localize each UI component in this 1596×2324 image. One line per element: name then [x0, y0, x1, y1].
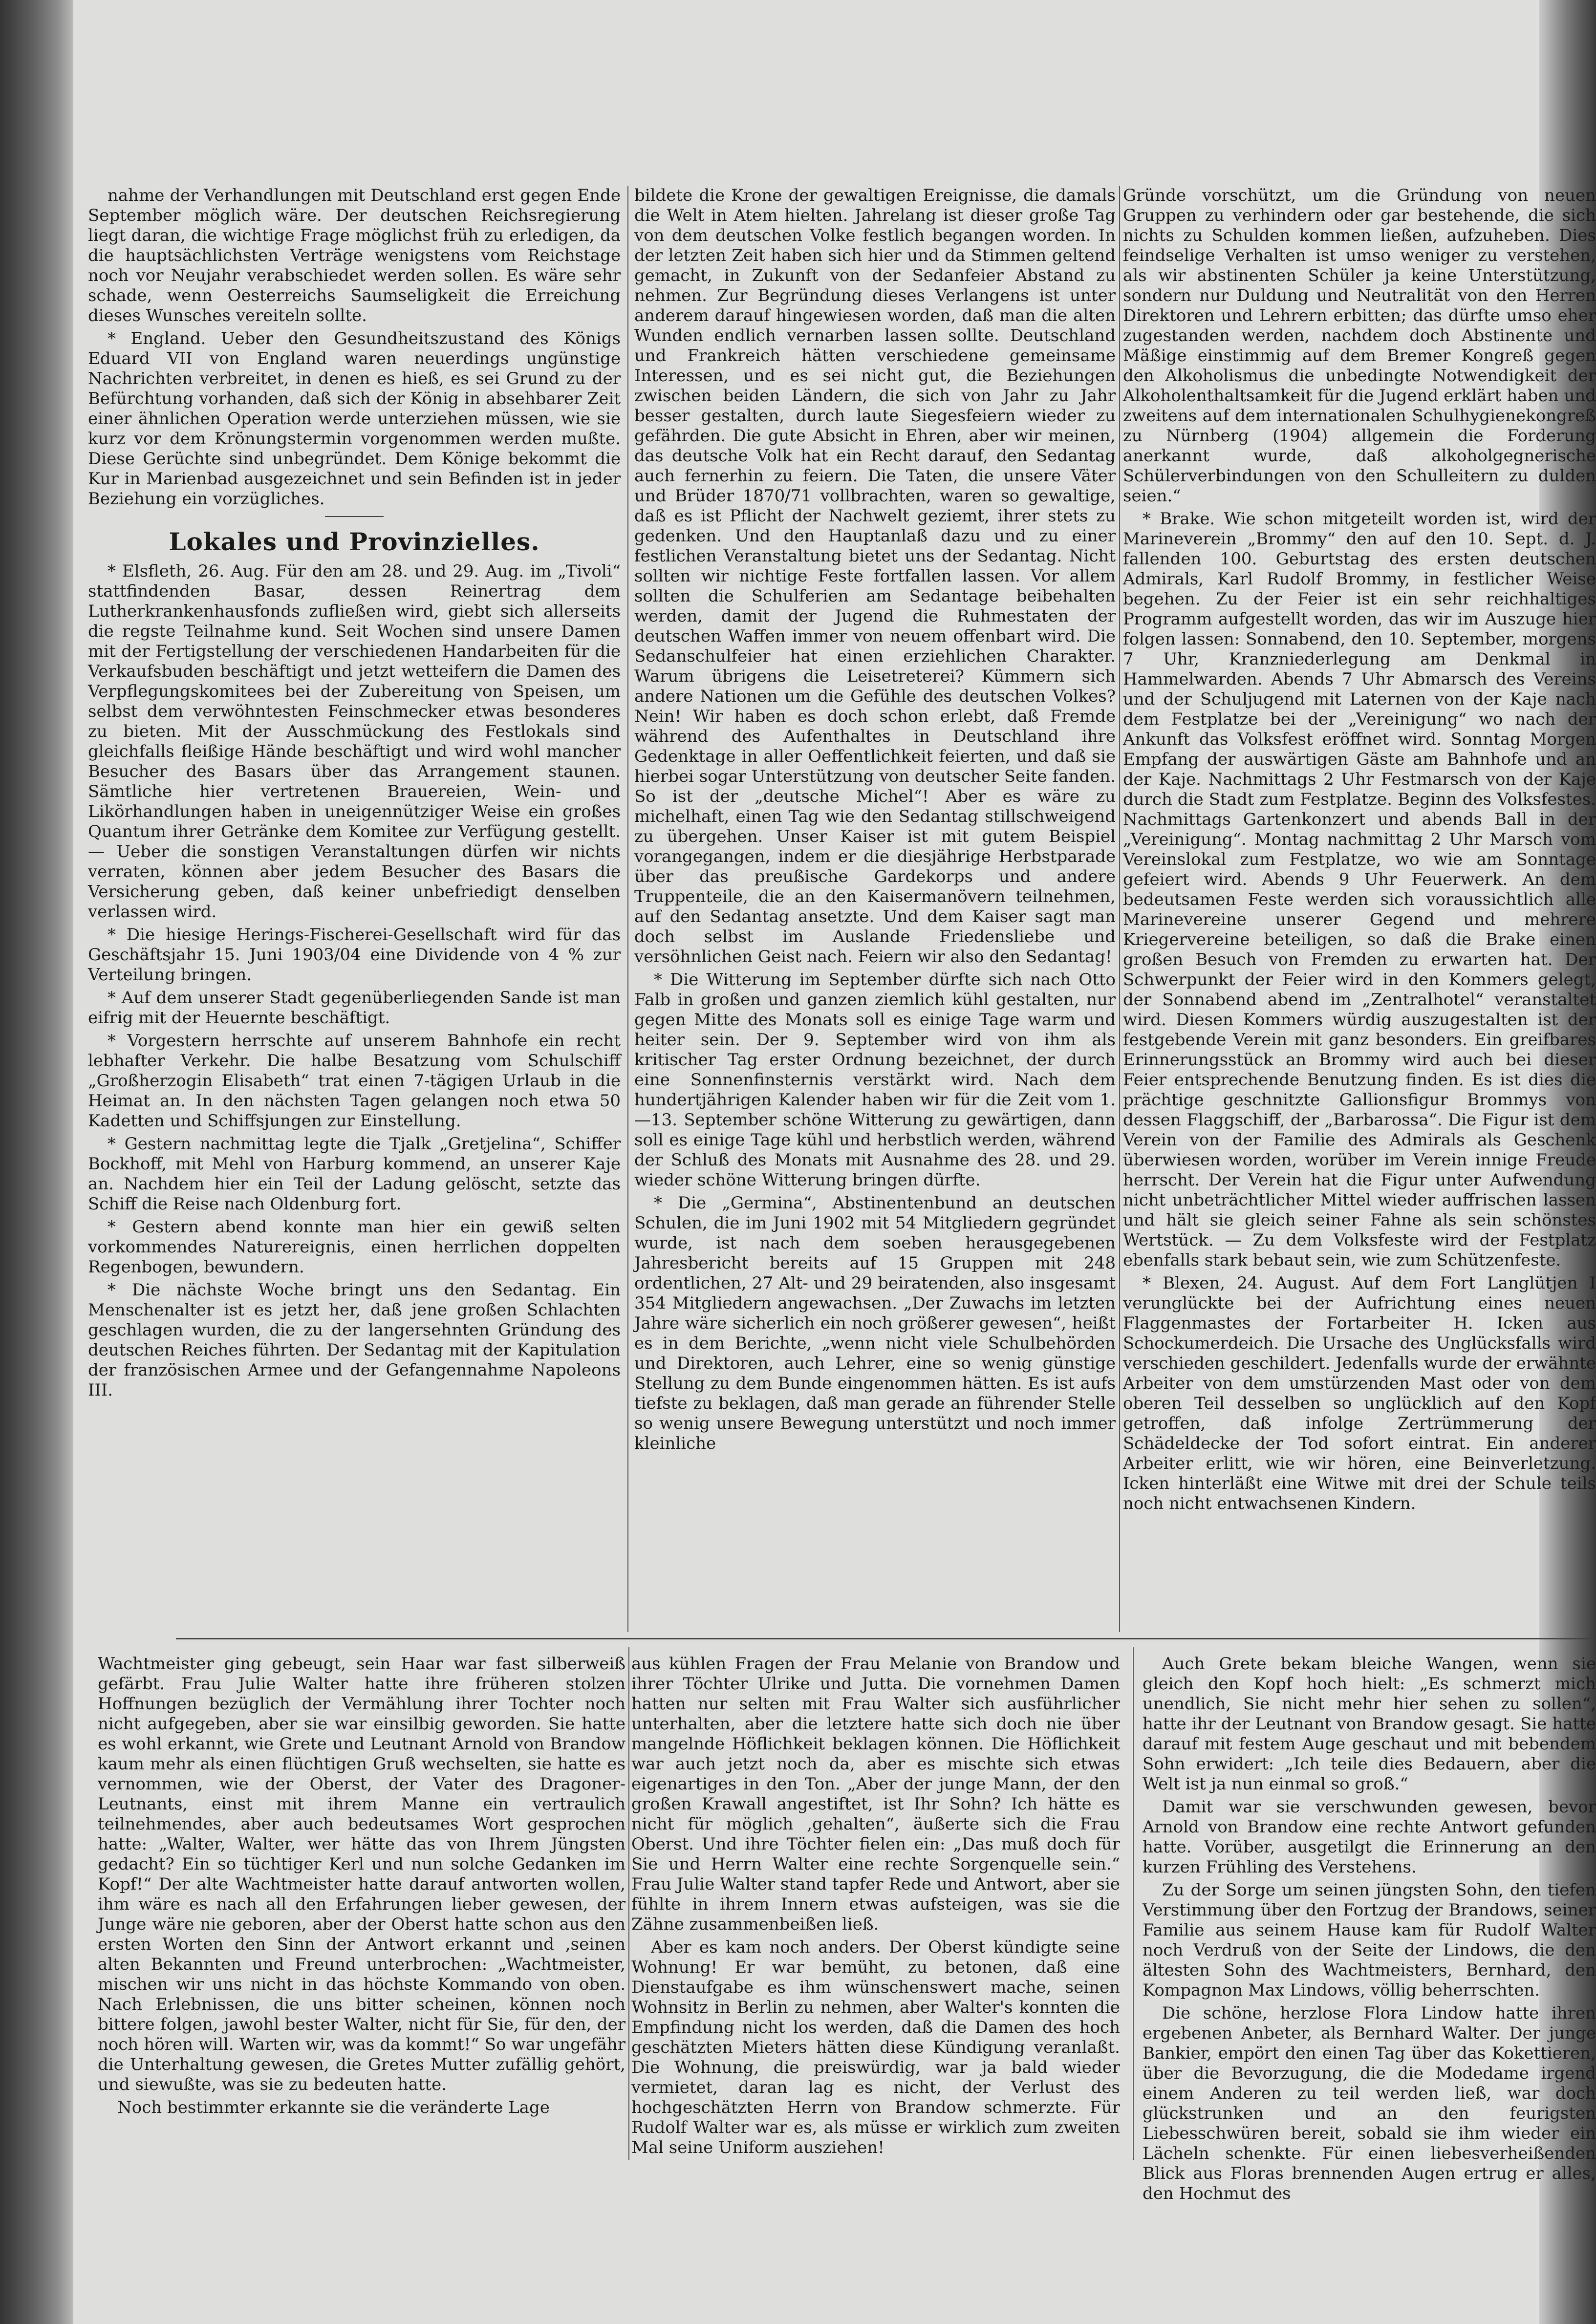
article-paragraph: * Gestern abend konnte man hier ein gewiß selten vorkommendes Naturereignis, einen herrlichen doppelten Regenbogen, bewundern. [88, 1217, 621, 1277]
serial-column-1 [98, 1654, 625, 2121]
article-paragraph: * Brake. Wie schon mitgeteilt worden ist, wird der Marineverein „Brommy“ den auf den 10. Sept. d. J. fallenden 100. Geburtstag des ersten deutschen Admirals, Karl Rudolf Brommy, in festlicher Weise begehen. Zu der Feier ist ein sehr reichhaltiges Programm aufgestellt worden, das wir im Auszuge hier folgen lassen: Sonnabend, den 10. September, morgens 7 Uhr, Kranzniederlegung am Denkmal in Hammelwarden. Abends 7 Uhr Abmarsch des Vereins und der Schuljugend mit Laternen von der Kaje nach dem Festplatze bei der „Vereinigung“ wo nach der Ankunft das Volksfest eröffnet wird. Sonntag Morgen Empfang der auswärtigen Gäste am Bahnhofe und an der Kaje. Nachmittags 2 Uhr Festmarsch von der Kaje durch die Stadt zum Festplatze. Beginn des Volksfestes. Nachmittags Gartenkonzert und abends Ball in der „Vereinigung“. Montag nachmittag 2 Uhr Marsch vom Vereinslokal zum Festplatze, wo wie am Sonntage gefeiert wird. Abends 9 Uhr Feuerwerk. An dem bedeutsamen Feste werden sich voraussichtlich alle Marinevereine unserer Gegend und mehrere Kriegervereine beteiligen, so daß die Brake einen großen Besuch von Fremden zu erwarten hat. Der Schwerpunkt der Feier wird in den Kommers gelegt, der Sonnabend abend im „Zentralhotel“ veranstaltet wird. Diesen Kommers würdig auszugestalten ist der festgebende Verein mit ganz besonders. Ein greifbares Erinnerungsstück an Brommy wird auch bei dieser Feier entsprechende Benutzung finden. Es ist dies die prächtige geschnitzte Gallionsfigur Brommys von dessen Flaggschiff, der „Barbarossa“. Die Figur ist dem Verein von der Familie des Admirals als Geschenk überwiesen worden, worüber im Verein innige Freude herrscht. Der Verein hat die Figur unter Aufwendung nicht unbeträchtlicher Mittel wieder auffrischen lassen und hält sie gleich seiner Fahne als sein schönstes Wertstück. — Zu dem Volksfeste wird der Festplatz ebenfalls stark bebaut sein, wie zum Schützenfeste. [1123, 509, 1596, 1270]
section-divider [325, 516, 384, 517]
article-paragraph: * Auf dem unserer Stadt gegenüberliegenden Sande ist man eifrig mit der Heuernte beschäftigt. [88, 988, 621, 1028]
story-paragraph: Aber es kam noch anders. Der Oberst kündigte seine Wohnung! Er war bemüht, zu betonen, daß eine Dienstaufgabe es ihm wünschenswert mache, seinen Wohnsitz in Berlin zu nehmen, aber Walter's konnten die Empfindung nicht los werden, daß die Damen des hoch geschätzten Mieters hätten diese Kündigung veranlaßt. Die Wohnung, die preiswürdig, war ja bald wieder vermietet, daran lag es nicht, der Verlust des hochgeschätzten Herrn von Brandow schmerzte. Für Rudolf Walter war es, als müsse er wirklich zum zweiten Mal seine Uniform ausziehen! [631, 1937, 1120, 2157]
story-paragraph: Noch bestimmter erkannte sie die veränderte Lage [117, 2098, 550, 2117]
article-paragraph: * Gestern nachmittag legte die Tjalk „Gretjelina“, Schiffer Bockhoff, mit Mehl von Harburg kommend, an unserer Kaje an. Nachdem hier ein Teil der Ladung gelöscht, setzte das Schiff die Reise nach Oldenburg fort. [88, 1134, 621, 1214]
story-paragraph: Damit war sie verschwunden gewesen, bevor Arnold von Brandow eine rechte Antwort gefunden hatte. Vorüber, ausgetilgt die Erinnerung an den kurzen Frühling des Verstehens. [1143, 1797, 1596, 1877]
story-paragraph: Zu der Sorge um seinen jüngsten Sohn, den tiefen Verstimmung über den Fortzug der Brandows, seiner Familie aus seinem Hause kam für Rudolf Walter noch Verdruß von der Seite der Lindows, die den ältesten Sohn des Wachtmeisters, Bernhard, den Kompagnon Max Lindows, völlig beherrschten. [1143, 1880, 1596, 2000]
column-2 [634, 186, 1116, 1457]
serial-column-2 [631, 1654, 1120, 2161]
article-paragraph: * Elsfleth, 26. Aug. Für den am 28. und 29. Aug. im „Tivoli“ stattfindenden Basar, dessen Reinertrag dem Lutherkrankenhausfonds zufließen wird, giebt sich allerseits die regste Teilnahme kund. Seit Wochen sind unsere Damen mit der Fertigstellung der verschiedenen Handarbeiten für die Verkaufsbuden beschäftigt und jetzt wetteifern die Damen des Verpflegungskomitees bei der Zubereitung von Speisen, um selbst dem verwöhntesten Feinschmecker etwas besonderes zu bieten. Mit der Ausschmückung des Festlokals sind gleichfalls fleißige Hände beschäftigt und wird wohl mancher Besucher des Basars über das Arrangement staunen. Sämtliche hier vertretenen Brauereien, Wein- und Likörhandlungen haben in uneigennütziger Weise ein großes Quantum ihrer Getränke dem Komitee zur Verfügung gestellt. — Ueber die sonstigen Veranstaltungen dürfen wir nichts verraten, können aber jedem Besucher des Basars die Versicherung geben, daß keiner unbefriedigt denselben verlassen wird. [88, 561, 621, 922]
column-rule [627, 186, 628, 1632]
serial-column-3 [1143, 1654, 1596, 2207]
story-paragraph: Wachtmeister ging gebeugt, sein Haar war fast silberweiß gefärbt. Frau Julie Walter hatte ihre früheren stolzen Hoffnungen bezüglich der Vermählung ihrer Tochter noch nicht aufgegeben, aber sie war einsilbig geworden. Sie hatte es wohl erkannt, wie Grete und Leutnant Arnold von Brandow kaum mehr als einen flüchtigen Gruß wechselten, sie hatte es vernommen, wie der Oberst, der Vater des Dragoner-Leutnants, einst mit ihrem Manne ein vertraulich teilnehmendes, aber auch bedeutsames Wort gesprochen hatte: „Walter, Walter, wer hätte das von Ihrem Jüngsten gedacht? Ein so tüchtiger Kerl und nun solche Gedanken im Kopf!“ Der alte Wachtmeister hatte darauf antworten wollen, ihm wäre es nach all den Erfahrungen lieber gewesen, der Junge wäre nie geboren, aber der Oberst hatte schon aus den ersten Worten den Sinn der Antwort erkannt und ,seinen alten Bekannten und Freund unterbrochen: „Wachtmeister, mischen wir uns nicht in das höchste Kommando von oben. Nach Erlebnissen, die uns bitter scheinen, können noch bittere folgen, jawohl bester Walter, nicht für Sie, für den, der noch hören will. Warten wir, was da kommt!“ So war ungefähr die Unterhaltung gewesen, die Gretes Mutter zufällig gehört, und siewußte, was sie zu bedeuten hatte. [98, 1654, 625, 2094]
article-paragraph: Gründe vorschützt, um die Gründung von neuen Gruppen zu verhindern oder gar bestehende, die sich nichts zu Schulden kommen ließen, aufzuheben. Dies feindselige Verhalten ist umso weniger zu verstehen, als wir abstinenten Schüler ja keine Unterstützung, sondern nur Duldung und Neutralität von den Herren Direktoren und Lehrern erbitten; das dürfte umso eher zugestanden werden, nachdem doch Abstinente und Mäßige einstimmig auf dem Bremer Kongreß gegen den Alkoholismus die unbedingte Notwendigkeit der Alkoholenthaltsamkeit für die Jugend erklärt haben und zweitens auf dem internationalen Schulhygienekongreß zu Nürnberg (1904) allgemein die Forderung anerkannt wurde, daß alkoholgegnerische Schülerverbindungen von den Schulleitern zu dulden seien.“ [1123, 186, 1596, 506]
column-rule [1119, 186, 1120, 1632]
column-3 [1123, 186, 1596, 1517]
section-heading: Lokales und Provinzielles. [169, 527, 540, 556]
story-paragraph: Auch Grete bekam bleiche Wangen, wenn sie gleich den Kopf hoch hielt: „Es schmerzt mich unendlich, Sie nicht mehr hier sehen zu sollen“, hatte ihr der Leutnant von Brandow gesagt. Sie hatte darauf mit festem Auge geschaut und mit bebendem Sohn erwidert: „Ich teile dies Bedauern, aber die Welt ist ja nun einmal so groß.“ [1143, 1654, 1596, 1794]
article-paragraph: * Die „Germina“, Abstinentenbund an deutschen Schulen, die im Juni 1902 mit 54 Mitgliedern gegründet wurde, ist nach dem soeben herausgegebenen Jahresbericht bereits auf 15 Gruppen mit 248 ordentlichen, 27 Alt- und 29 beiratenden, also insgesamt 354 Mitgliedern angewachsen. „Der Zuwachs im letzten Jahre wäre sicherlich ein noch größerer gewesen“, heißt es in dem Berichte, „wenn nicht viele Schulbehörden und Direktoren, auch Lehrer, eine so wenig günstige Stellung zu dem Bunde eingenommen hätten. Es ist aufs tiefste zu beklagen, daß man gerade an führender Stelle so wenig unsere Bewegung unterstützt und noch immer kleinliche [634, 1193, 1116, 1453]
feuilleton-rule [176, 1638, 1593, 1639]
article-paragraph: * Die Witterung im September dürfte sich nach Otto Falb in großen und ganzen ziemlich kühl gestalten, nur gegen Mitte des Monats soll es einige Tage warm und heiter sein. Der 9. September wird von ihm als kritischer Tag erster Ordnung bezeichnet, der durch eine Sonnenfinsternis verstärkt wird. Nach dem hundertjährigen Kalender haben wir für die Zeit vom 1.—13. September schöne Witterung zu gewärtigen, dann soll es einige Tage kühl und herbstlich werden, während der Schluß des Monats mit Ausnahme des 28. und 29. wieder schöne Witterung bringen dürfte. [634, 970, 1116, 1190]
column-rule [628, 1647, 629, 2160]
article-paragraph: * Die nächste Woche bringt uns den Sedantag. Ein Menschenalter ist es jetzt her, daß jene großen Schlachten geschlagen wurden, die zu der langersehnten Gründung des deutschen Reiches führten. Der Sedantag mit der Kapitulation der französischen Armee und der Gefangennahme Napoleons III. [88, 1280, 621, 1400]
story-paragraph: aus kühlen Fragen der Frau Melanie von Brandow und ihrer Töchter Ulrike und Jutta. Die vornehmen Damen hatten nur selten mit Frau Walter sich ausführlicher unterhalten, aber die letztere hatte sich doch nie über mangelnde Höflichkeit beklagen können. Die Höflichkeit war auch jetzt noch da, aber es mischte sich etwas eigenartiges in den Ton. „Aber der junge Mann, der den großen Krawall angestiftet, ist Ihr Sohn? Ich hätte es nicht für möglich ,gehalten“, äußerte sich die Frau Oberst. Und ihre Töchter fielen ein: „Das muß doch für Sie und Herrn Walter eine rechte Sorgenquelle sein.“ Frau Julie Walter stand tapfer Rede und Antwort, aber sie fühlte in ihrem Innern etwas aufsteigen, was sie die Zähne zusammenbeißen ließ. [631, 1654, 1120, 1934]
article-paragraph: * Die hiesige Herings-Fischerei-Gesellschaft wird für das Geschäftsjahr 15. Juni 1903/04 eine Dividende von 4 % zur Verteilung bringen. [88, 925, 621, 985]
article-paragraph: nahme der Verhandlungen mit Deutschland erst gegen Ende September möglich wäre. Der deutschen Reichsregierung liegt daran, die wichtige Frage möglichst früh zu erledigen, da die hauptsächlichsten Verträge wenigstens vom Reichstage noch vor Neujahr verabschiedet werden sollen. Es wäre sehr schade, wenn Oesterreichs Saumseligkeit die Erreichung dieses Wunsches vereiteln sollte. [88, 186, 621, 325]
article-paragraph: * Blexen, 24. August. Auf dem Fort Langlütjen I verunglückte bei der Aufrichtung eines neuen Flaggenmastes der Fortarbeiter H. Icken aus Schockumerdeich. Die Ursache des Unglücksfalls wird verschieden geschildert. Jedenfalls wurde der erwähnte Arbeiter von dem umstürzenden Mast oder von dem oberen Teil desselben so unglücklich auf den Kopf getroffen, daß infolge Zertrümmerung der Schädeldecke der Tod sofort eintrat. Ein anderer Arbeiter erlitt, wie wir hören, eine Beinverletzung. Icken hinterläßt eine Witwe mit drei der Schule teils noch nicht entwachsenen Kindern. [1123, 1273, 1596, 1513]
column-1 [88, 186, 621, 1403]
article-paragraph: bildete die Krone der gewaltigen Ereignisse, die damals die Welt in Atem hielten. Jahrelang ist dieser große Tag von dem deutschen Volke festlich begangen worden. In der letzten Zeit haben sich hier und da Stimmen geltend gemacht, in Zukunft von der Sedanfeier Abstand zu nehmen. Zur Begründung dieses Verlangens ist unter anderem darauf hingewiesen worden, daß man die alten Wunden endlich vernarben lassen sollte. Deutschland und Frankreich hätten verschiedene gemeinsame Interessen, und es sei nicht gut, die Beziehungen zwischen beiden Ländern, die sich von Jahr zu Jahr besser gestalten, durch laute Siegesfeiern wieder zu gefährden. Die gute Absicht in Ehren, aber wir meinen, das deutsche Volk hat ein Recht darauf, den Sedantag auch fernerhin zu feiern. Die Taten, die unsere Väter und Brüder 1870/71 vollbrachten, waren so gewaltige, daß es ist Pflicht der Nachwelt geziemt, ihrer stets zu gedenken. Und den Hauptanlaß dazu und zu einer festlichen Veranstaltung bietet uns der Sedantag. Nicht sollten wir nichtige Feste fortfallen lassen. Vor allem sollten die Schulferien am Sedantage beibehalten werden, damit der Jugend die Ruhmestaten der deutschen Waffen immer von neuem offenbart wird. Die Sedanschulfeier hat einen erziehlichen Charakter. Warum übrigens die Leisetreterei? Kümmern sich andere Nationen um die Gefühle des deutschen Volkes? Nein! Wir haben es doch schon erlebt, daß Fremde während des Aufenthaltes in Deutschland ihre Gedenktage in aller Oeffentlichkeit feierten, und daß sie hierbei sogar Unterstützung von deutscher Seite fanden. So ist der „deutsche Michel“! Aber es wäre zu michelhaft, einen Tag wie den Sedantag stillschweigend zu übergehen. Unser Kaiser ist mit gutem Beispiel vorangegangen, indem er die diesjährige Herbstparade über das preußische Gardekorps und andere Truppenteile, die an den Kaisermanövern teilnehmen, auf den Sedantag ansetzte. Und dem Kaiser sagt man doch selbst im Auslande Friedensliebe und versöhnlichen Geist nach. Feiern wir also den Sedantag! [634, 186, 1116, 967]
article-paragraph: * England. Ueber den Gesundheitszustand des Königs Eduard VII von England waren neuerdings ungünstige Nachrichten verbreitet, in denen es hieß, es sei Grund zu der Befürchtung vorhanden, daß sich der König in absehbarer Zeit einer ähnlichen Operation werde unterziehen müssen, wie sie kurz vor dem Krönungstermin vorgenommen werden mußte. Diese Gerüchte sind unbegründet. Dem Könige bekommt die Kur in Marienbad ausgezeichnet und sein Befinden ist in jeder Beziehung ein vorzügliches. [88, 329, 621, 509]
scan-left-edge [0, 0, 73, 2324]
column-rule [1133, 1647, 1134, 2160]
story-paragraph: Die schöne, herzlose Flora Lindow hatte ihren ergebenen Anbeter, als Bernhard Walter. Der junge Bankier, empört den einen Tag über das Kokettieren, über die Bevorzugung, die die Modedame irgend einem Anderen zu teil werden ließ, war doch glückstrunken und an den feurigsten Liebesschwüren bereit, sobald sie ihm wieder ein Lächeln schenkte. Für einen liebesverheißenden Blick aus Floras brennenden Augen ertrug er alles, den Hochmut des [1143, 2003, 1596, 2203]
article-paragraph: * Vorgestern herrschte auf unserem Bahnhofe ein recht lebhafter Verkehr. Die halbe Besatzung vom Schulschiff „Großherzogin Elisabeth“ trat einen 7-tägigen Urlaub in die Heimat an. In den nächsten Tagen gelangen noch etwa 50 Kadetten und Schiffsjungen zur Einstellung. [88, 1031, 621, 1131]
